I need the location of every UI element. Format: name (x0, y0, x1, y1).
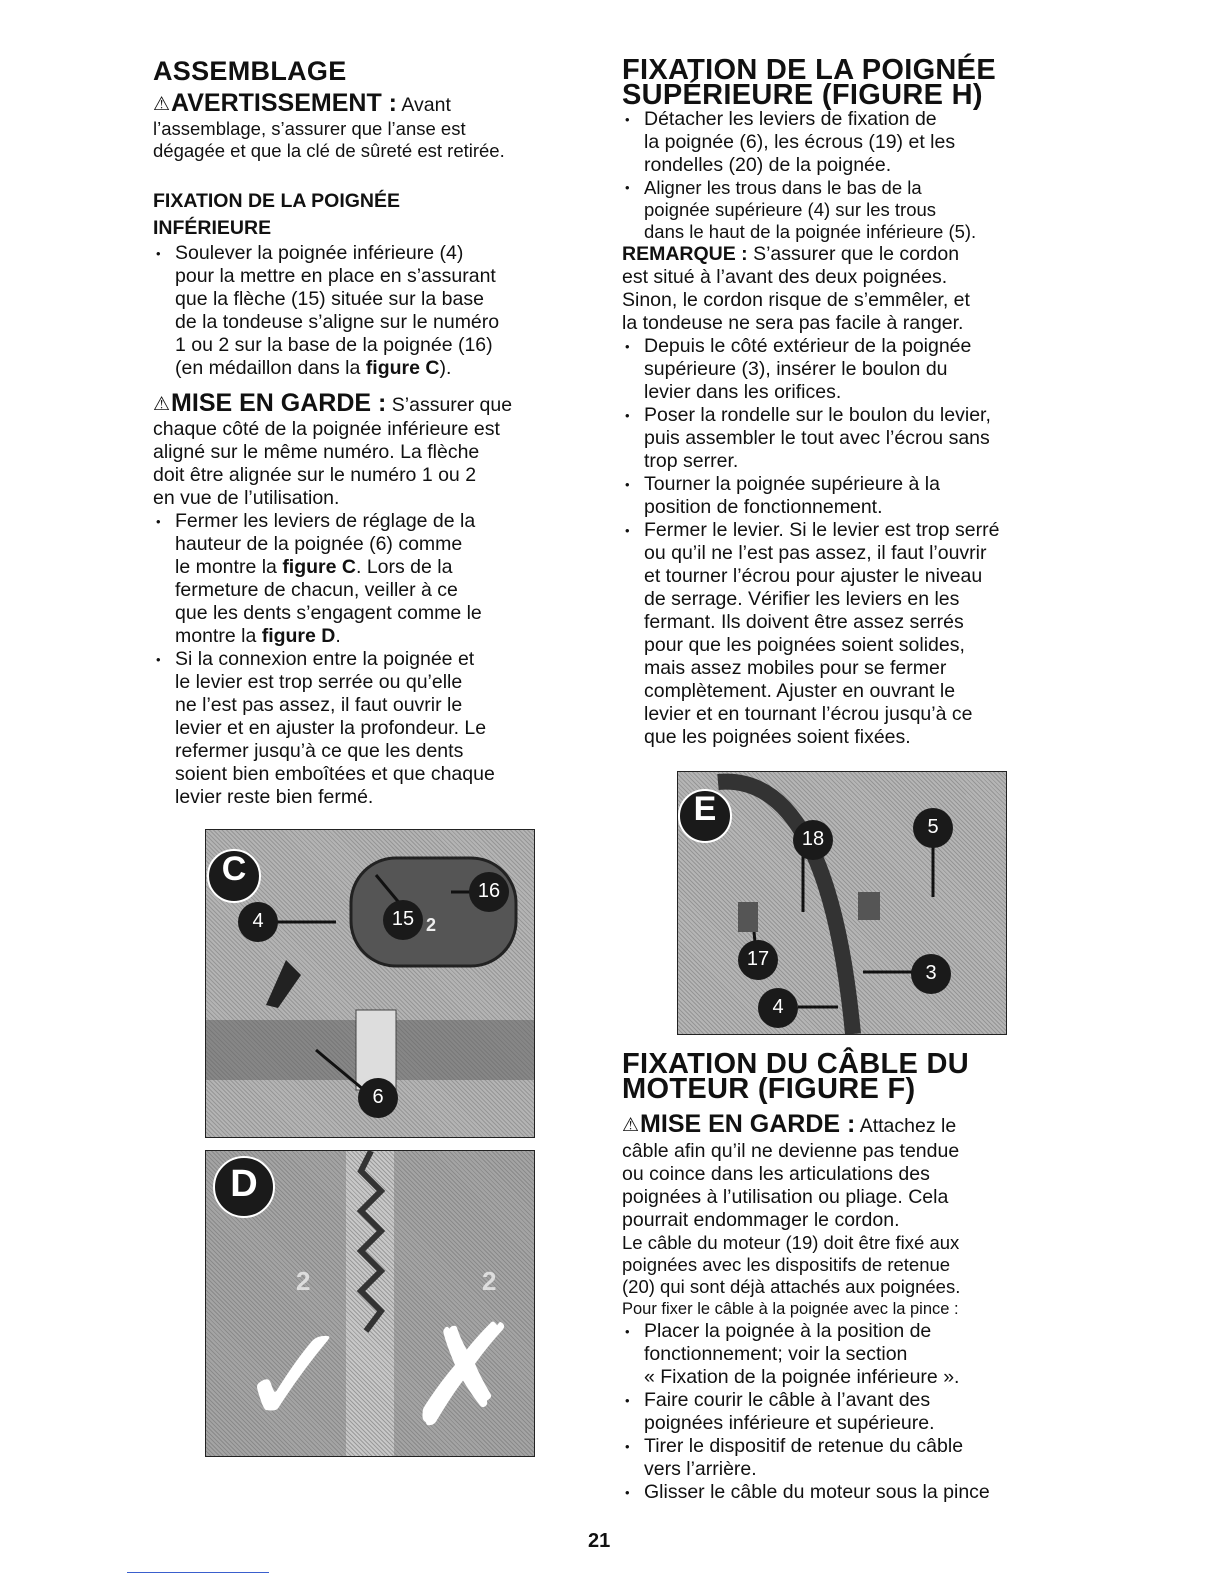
list-item: • Tourner la poignée supérieure à la position de fonctionnement. (622, 473, 1062, 519)
list-item: • Tirer le dispositif de retenue du câble vers l’arrière. (622, 1435, 1062, 1481)
warning-line: l’assemblage, s’assurer que l’anse est (153, 118, 466, 139)
inset-number: 2 (426, 915, 437, 935)
list-item: • Fermer les leviers de réglage de la hauteur de la poignée (6) comme le montre la figure C. Lors de la fermeture de chacun, veiller à ce que les dents s’engagent comme le montre la figure D. (153, 510, 573, 648)
list-item: • Depuis le côté extérieur de la poignée supérieure (3), insérer le boulon du levier dans les orifices. (622, 335, 1062, 404)
figure-d-letter: D (230, 1163, 258, 1205)
callout-label: 3 (925, 962, 937, 984)
incorrect-cross-icon: ✗ (406, 1297, 524, 1454)
upper-handle-steps (622, 335, 1062, 749)
list-item: • Aligner les trous dans le bas de la poignée supérieure (4) sur les trous dans le haut de la poignée inférieure (5). (622, 177, 1062, 243)
cable-section: FIXATION DU CÂBLE DU MOTEUR (FIGURE F) ⚠MISE EN GARDE : Attachez le câble afin qu’il ne devienne pas tendue ou coince dans les articulations des poignées à l’utilisation ou pliage. Cela pourrait endommager le cordon. Le câble du moteur (19) doit être fixé aux poignées avec les dispositifs de retenue (20) qui sont déjà attachés aux poignées. Pour fixer le câble à la poignée avec la pince : • Placer la poignée à la position de fonctionnement; voir la section « Fixation de la poignée inférieure ». • Faire courir le câble à l’avant des poignées inférieure et supérieure. • Tirer le dispositif de retenue du câble vers l’arrière. • Glisser le câble du moteur sous la pince (622, 1052, 1062, 1504)
list-item: • Poser la rondelle sur le boulon du levier, puis assembler le tout avec l’écrou sans trop serrer. (622, 404, 1062, 473)
lower-handle-heading: FIXATION DE LA POIGNÉE INFÉRIEURE (153, 190, 401, 239)
right-number: 2 (482, 1266, 497, 1296)
left-column: ASSEMBLAGE ⚠AVERTISSEMENT : Avant l’assemblage, s’assurer que l’anse est dégagée et que la clé de sûreté est retirée. FIXATION DE LA POIGNÉE INFÉRIEURE • Soulever la poignée inférieure (4) pour la mettre en place en s’assurant que la flèche (15) située sur la base de la tondeuse s’aligne sur le numéro 1 ou 2 sur la base de la poignée (16) (en médaillon dans la figure C). ⚠MISE EN GARDE : S’assurer que chaque côté de la poignée inférieure est aligné sur le même numéro. La flèche doit être alignée sur le numéro 1 ou 2 en vue de l’utilisation. • Fermer les leviers de réglage de la hauteur de la poignée (6) comme le montre la figure C. Lors de la fermeture de chacun, veiller à ce que les dents s’engagent comme le montre la figure D. • Si la connexion entre la poignée et le levier est trop serrée ou qu’elle ne l’est pas assez, il faut ouvrir le levier et en ajuster la profondeur. Le refermer jusqu’à ce que les dents soient bien emboîtées et que chaque levier reste bien fermé. (153, 58, 573, 809)
callout-label: 6 (372, 1086, 384, 1108)
upper-handle-title: FIXATION DE LA POIGNÉE SUPÉRIEURE (FIGURE H) (622, 54, 996, 111)
warning-icon: ⚠ (153, 94, 171, 115)
footer-rule (127, 1572, 269, 1573)
figure-e (677, 771, 1007, 1035)
warning-icon: ⚠ (153, 394, 171, 415)
assemblage-title: ASSEMBLAGE (153, 56, 347, 86)
callout-label: 16 (477, 880, 501, 902)
list-item: • Fermer le levier. Si le levier est trop serré ou qu’il ne l’est pas assez, il faut l’ouvrir et tourner l’écrou pour ajuster le niveau de serrage. Vérifier les leviers en les fermant. Ils doivent être assez serrés pour que les poignées soient solides, mais assez mobiles pour se fermer complètement. Ajuster en ouvrant le levier et en tournant l’écrou jusqu’à ce que les poignées soient fixées. (622, 519, 1062, 749)
lever-steps (153, 510, 573, 809)
warning-icon: ⚠ (622, 1115, 640, 1136)
list-item: • Glisser le câble du moteur sous la pince (622, 1481, 1062, 1504)
callout-label: 15 (391, 908, 415, 930)
lower-handle-caution: ⚠MISE EN GARDE : S’assurer que (153, 389, 513, 417)
list-item: • Faire courir le câble à l’avant des poignées inférieure et supérieure. (622, 1389, 1062, 1435)
page-number: 21 (588, 1530, 611, 1552)
list-item: • Soulever la poignée inférieure (4) pour la mettre en place en s’assurant que la flèche (15) située sur la base de la tondeuse s’aligne sur le numéro 1 ou 2 sur la base de la poignée (16) (en médaillon dans la figure C). (153, 242, 573, 380)
list-item: • Si la connexion entre la poignée et le levier est trop serrée ou qu’elle ne l’est pas assez, il faut ouvrir le levier et en ajuster la profondeur. Le refermer jusqu’à ce que les dents soient bien emboîtées et que chaque levier reste bien fermé. (153, 648, 573, 809)
figure-e-letter: E (693, 790, 717, 828)
upper-handle-steps (622, 108, 1062, 177)
right-column: FIXATION DE LA POIGNÉE SUPÉRIEURE (FIGURE H) • Détacher les leviers de fixation de la poignée (6), les écrous (19) et les rondelles (20) de la poignée. • Aligner les trous dans le bas de la poignée supérieure (4) sur les trous dans le haut de la poignée inférieure (5). REMARQUE : S’assurer que le cordon est situé à l’avant des deux poignées. Sinon, le cordon risque de s’emmêler, et la tondeuse ne sera pas facile à ranger. • Depuis le côté extérieur de la poignée supérieure (3), insérer le boulon du levier dans les orifices. • Poser la rondelle sur le boulon du levier, puis assembler le tout avec l’écrou sans trop serrer. • Tourner la poignée supérieure à la position de fonctionnement. • Fermer le levier. Si le levier est trop serré ou qu’il ne l’est pas assez, il faut l’ouvrir et tourner l’écrou pour ajuster le niveau de serrage. Vérifier les leviers en les fermant. Ils doivent être assez serrés pour que les poignées soient solides, mais assez mobiles pour se fermer complètement. Ajuster en ouvrant le levier et en tournant l’écrou jusqu’à ce que les poignées soient fixées. (622, 58, 1062, 749)
callout-label: 4 (252, 910, 264, 932)
figure-c (205, 829, 535, 1138)
list-item: • Placer la poignée à la position de fonctionnement; voir la section « Fixation de la poignée inférieure ». (622, 1320, 1062, 1389)
callout-label: 17 (746, 948, 770, 970)
callout-label: 5 (927, 816, 939, 838)
callout-label: 18 (801, 828, 825, 850)
callout-label: 4 (772, 996, 784, 1018)
list-item: • Détacher les leviers de fixation de la poignée (6), les écrous (19) et les rondelles (20) de la poignée. (622, 108, 1062, 177)
figure-c-letter: C (221, 850, 247, 888)
figure-d (205, 1150, 535, 1457)
correct-check-icon: ✓ (236, 1297, 354, 1454)
warning-line: dégagée et que la clé de sûreté est retirée. (153, 140, 505, 161)
cable-steps (622, 1320, 1062, 1504)
upper-handle-steps (622, 177, 1062, 243)
assembly-warning: ⚠AVERTISSEMENT : Avant (153, 89, 451, 117)
left-number: 2 (296, 1266, 311, 1296)
lower-handle-steps (153, 242, 573, 380)
cable-title: FIXATION DU CÂBLE DU MOTEUR (FIGURE F) (622, 1048, 970, 1105)
note: REMARQUE : S’assurer que le cordon (622, 243, 960, 265)
cable-caution: ⚠MISE EN GARDE : Attachez le (622, 1110, 957, 1138)
